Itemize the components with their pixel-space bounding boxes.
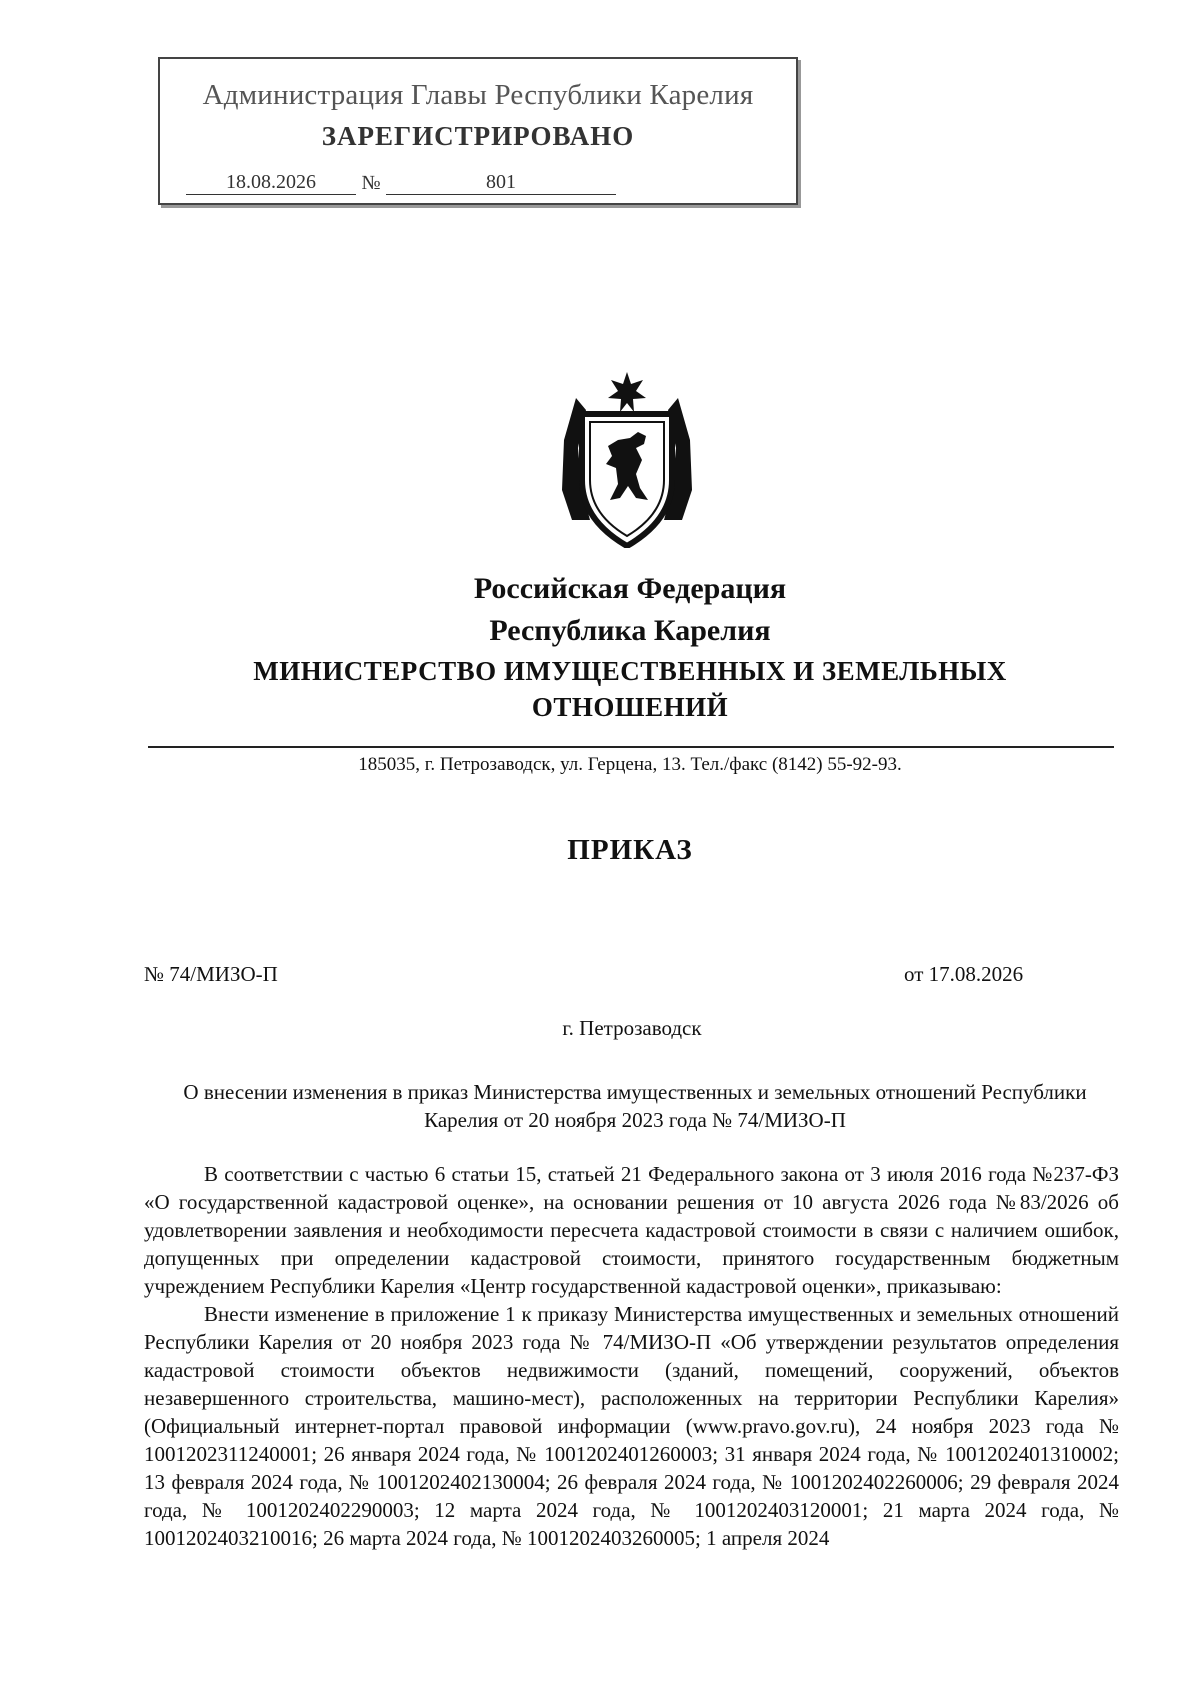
country-title: Российская Федерация [473, 572, 787, 605]
stamp-organization: Администрация Главы Республики Карелия [202, 79, 754, 111]
order-subject: О внесении изменения в приказ Министерства имущественных и земельных отношений Республики Карелия от 20 ноября 2023 года № 74/МИЗО-П [183, 1080, 1087, 1132]
republic-title: Республика Карелия [489, 614, 771, 647]
order-date: от 17.08.2026 [904, 962, 1024, 986]
stamp-date: 18.08.2026 [186, 171, 356, 195]
ministry-title [0, 653, 1200, 725]
header-divider [148, 746, 1114, 748]
order-city: г. Петрозаводск [562, 1016, 702, 1040]
order-body [144, 1160, 1119, 1552]
body-paragraph-amendment: Внести изменение в приложение 1 к приказу Министерства имущественных и земельных отношений Республики Карелия от 20 ноября 2023 года № 74/МИЗО-П «Об утверждении результатов определения кадастровой стоимости объектов недвижимости (зданий, помещений, сооружений, объектов незавершенного строительства, машино-мест), расположенных на территории Республики Карелия» (Официальный интернет-портал правовой информации (www.pravo.gov.ru), 24 ноября 2023 года № 1001202311240001; 26 января 2024 года, № 1001202401260003; 31 января 2024 года, № 1001202401310002; 13 февраля 2024 года, № 1001202402130004; 26 февраля 2024 года, № 1001202402260006; 29 февраля 2024 года, № 1001202402290003; 12 марта 2024 года, № 1001202403120001; 21 марта 2024 года, № 1001202403210016; 26 марта 2024 года, № 1001202403260005; 1 апреля 2024 [144, 1302, 1119, 1550]
stamp-number: 801 [386, 171, 616, 195]
karelia-coat-of-arms-icon [556, 370, 698, 548]
body-paragraph-basis: В соответствии с частью 6 статьи 15, статьей 21 Федерального закона от 3 июля 2016 года №237-ФЗ «О государственной кадастровой оценке», на основании решения от 10 августа 2026 года №83/2026 об удовлетворении заявления и необходимости пересчета кадастровой стоимости в связи с наличием ошибок, допущенных при определении кадастровой стоимости, принятого государственным бюджетным учреждением Республики Карелия «Центр государственной кадастровой оценки», приказываю: [144, 1162, 1119, 1298]
stamp-status: ЗАРЕГИСТРИРОВАНО [321, 121, 635, 151]
ministry-name: МИНИСТЕРСТВО ИМУЩЕСТВЕННЫХ И ЗЕМЕЛЬНЫХ ОТНОШЕНИЙ [253, 656, 1007, 722]
registration-stamp [158, 57, 798, 205]
ministry-address: 185035, г. Петрозаводск, ул. Герцена, 13. Тел./факс (8142) 55-92-93. [358, 754, 902, 775]
stamp-registration-row [186, 171, 616, 195]
stamp-number-sign: № [361, 172, 381, 194]
document-type-title: ПРИКАЗ [567, 834, 693, 866]
order-number: № 74/МИЗО-П [144, 962, 278, 986]
